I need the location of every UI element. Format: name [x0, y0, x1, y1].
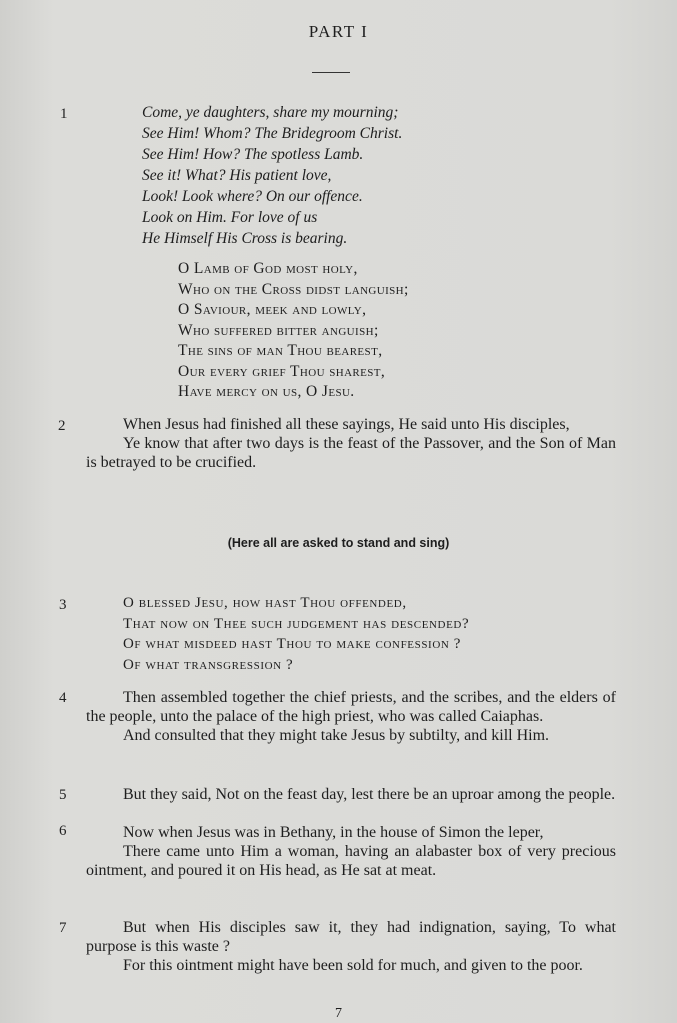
chorale-line: Of what misdeed hast Thou to make confession ?	[123, 636, 462, 652]
chorus-line: The sins of man Thou bearest,	[178, 342, 383, 359]
prose-paragraph: Now when Jesus was in Bethany, in the house of Simon the leper,	[123, 824, 544, 841]
verse-number-7: 7	[59, 920, 67, 936]
poem-line: Look on Him. For love of us	[142, 209, 318, 226]
verse-number-3: 3	[59, 597, 67, 613]
section-5-text	[86, 785, 616, 804]
poem-line: He Himself His Cross is bearing.	[142, 230, 348, 247]
chorale-3-block	[123, 593, 469, 675]
chorale-line: That now on Thee such judgement has descended?	[123, 615, 470, 632]
chorus-line: O Lamb of God most holy,	[178, 260, 358, 277]
verse-number-4: 4	[59, 690, 67, 706]
stage-instruction: (Here all are asked to stand and sing)	[227, 536, 450, 550]
poem-line: Come, ye daughters, share my mourning;	[142, 104, 399, 121]
chorale-line: Of what transgression ?	[123, 656, 294, 673]
poem-line: See Him! How? The spotless Lamb.	[142, 146, 364, 163]
section-6-text	[86, 823, 616, 880]
section-7-text	[86, 918, 616, 975]
page-number: 7	[335, 1006, 342, 1021]
verse-number-2: 2	[58, 418, 66, 434]
prose-paragraph: And consulted that they might take Jesus by subtilty, and kill Him.	[123, 727, 550, 744]
verse-number-6: 6	[59, 823, 67, 839]
title-rule	[312, 72, 350, 73]
poem-line: See Him! Whom? The Bridegroom Christ.	[142, 125, 403, 142]
verse-number-1: 1	[60, 106, 68, 122]
prose-paragraph: But they said, Not on the feast day, lest there be an uproar among the people.	[123, 786, 616, 803]
verse-number-5: 5	[59, 787, 67, 803]
section-2-text	[86, 415, 616, 472]
chorus-line: Who suffered bitter anguish;	[178, 321, 379, 339]
section-4-text	[86, 688, 616, 745]
chorus-line: Have mercy on us, O Jesu.	[178, 383, 355, 400]
chorus-block	[178, 259, 409, 403]
prose-paragraph: There came unto Him a woman, having an alabaster box of very precious ointment, and poured it on His head, as He sat at meat.	[86, 843, 616, 879]
prose-paragraph: For this ointment might have been sold for much, and given to the poor.	[123, 957, 583, 974]
page-title: PART I	[308, 22, 369, 41]
poem-line: Look! Look where? On our offence.	[142, 188, 363, 205]
chorus-line: Our every grief Thou sharest,	[178, 362, 386, 380]
poem-line: See it! What? His patient love,	[142, 167, 332, 184]
prose-paragraph: Ye know that after two days is the feast of the Passover, and the Son of Man is betrayed to be crucified.	[86, 435, 616, 471]
chorus-line: O Saviour, meek and lowly,	[178, 301, 367, 318]
verse-1-poem	[142, 102, 402, 249]
prose-paragraph: But when His disciples saw it, they had indignation, saying, To what purpose is this waste ?	[86, 919, 616, 955]
prose-paragraph: Then assembled together the chief priests, and the scribes, and the elders of the people, unto the palace of the high priest, who was called Caiaphas.	[86, 689, 616, 725]
chorus-line: Who on the Cross didst languish;	[178, 280, 409, 298]
prose-paragraph: When Jesus had finished all these sayings, He said unto His disciples,	[123, 416, 570, 433]
chorale-line: O blessed Jesu, how hast Thou offended,	[123, 595, 407, 611]
